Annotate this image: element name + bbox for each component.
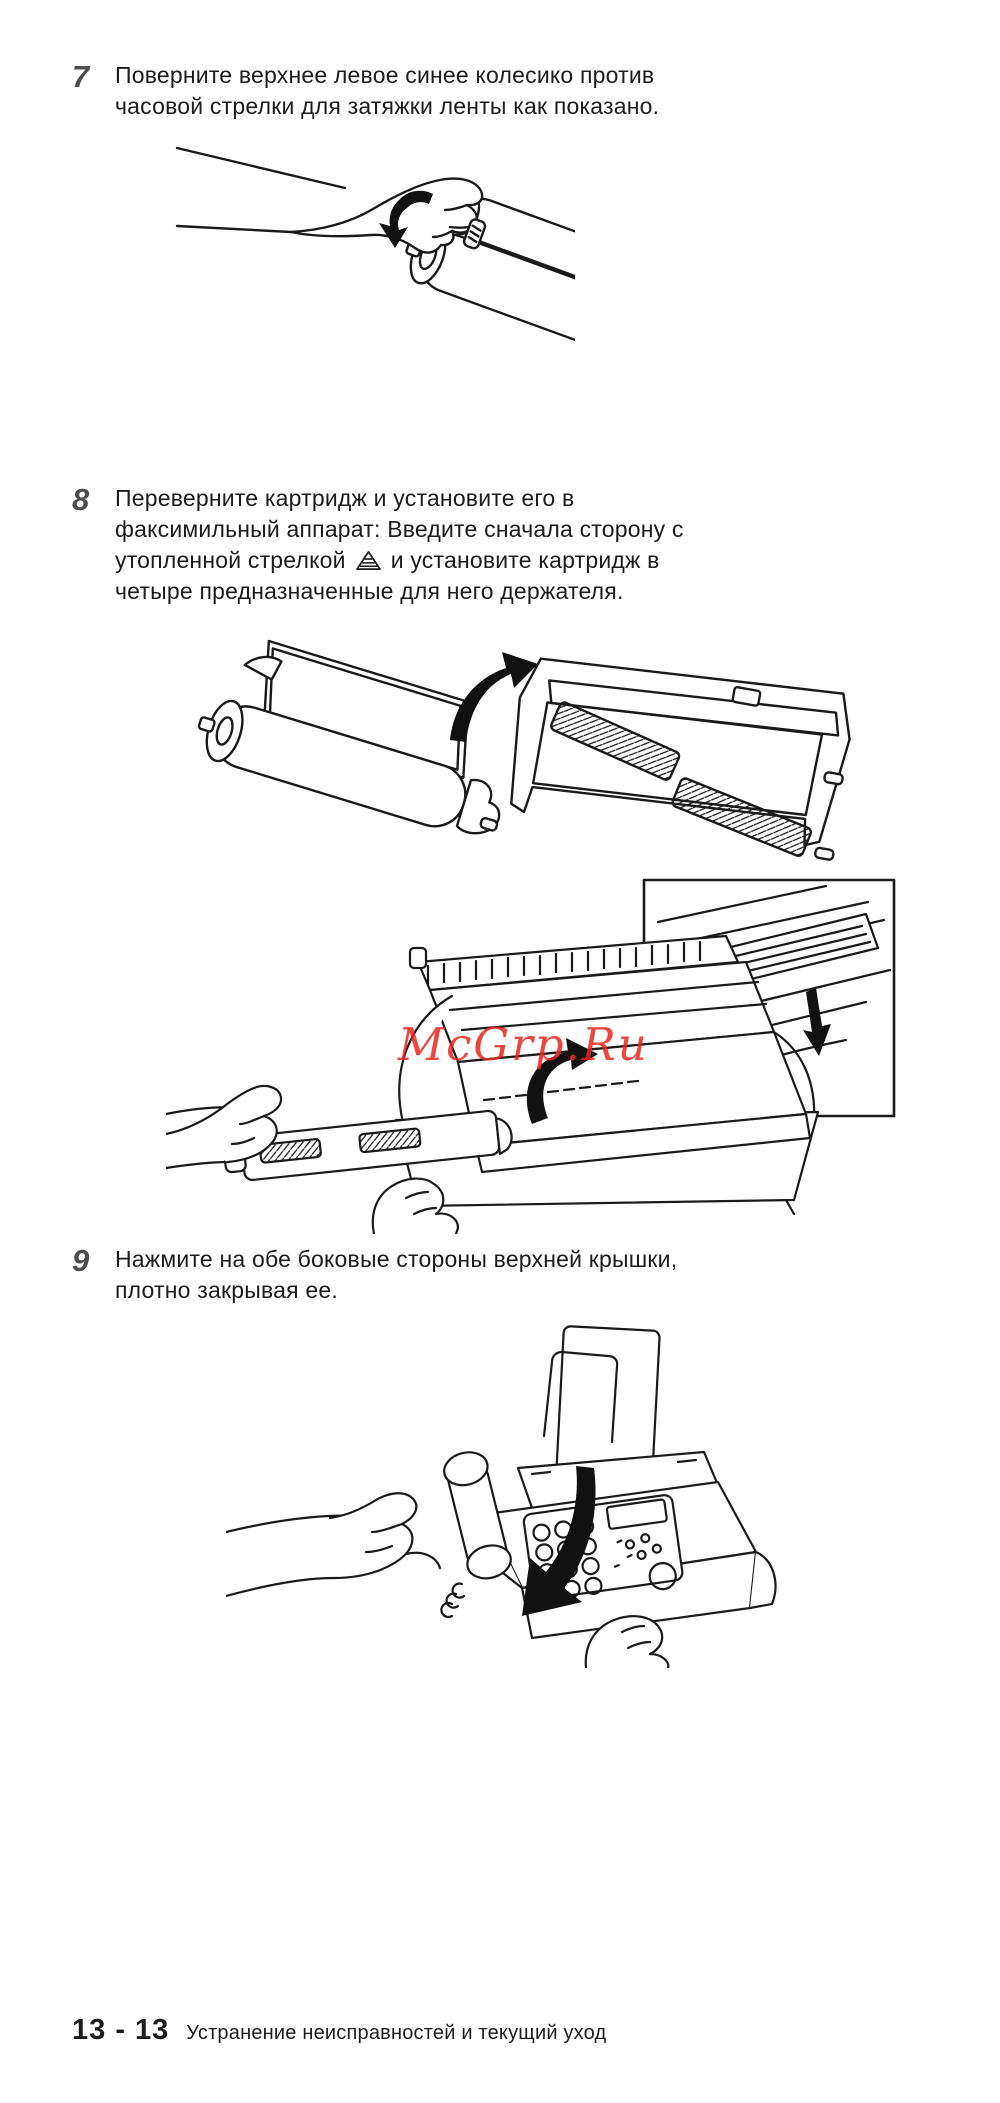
cartridge-ribbon-side xyxy=(191,629,529,845)
step-9-text xyxy=(115,1244,677,1306)
footer-section-title: Устранение неисправностей и текущий уход xyxy=(186,2022,607,2044)
step-8-line-3-before: утопленной стрелкой xyxy=(115,547,346,573)
step-8-line-3-after: и установите картридж в xyxy=(390,547,660,573)
figure-close-cover-illustration xyxy=(226,1316,792,1668)
step-7-line-2: часовой стрелки для затяжки ленты как показано. xyxy=(115,93,660,119)
step-9-line-2: плотно закрывая ее. xyxy=(115,1277,338,1303)
step-7-number: 7 xyxy=(72,59,90,94)
figure-flip-cartridge-illustration xyxy=(128,624,876,890)
recessed-arrow-icon xyxy=(355,549,382,572)
handset-cord xyxy=(441,1584,464,1617)
step-8-line-1: Переверните картридж и установите его в xyxy=(115,485,575,511)
left-hand xyxy=(226,1493,440,1596)
step-7 xyxy=(72,60,659,122)
step-8-text xyxy=(115,483,684,607)
flip-cartridge-drawing xyxy=(128,624,876,890)
turn-wheel-drawing xyxy=(175,136,575,368)
step-8 xyxy=(72,483,684,607)
watermark-text: McGrp.Ru xyxy=(398,1018,649,1071)
page-number: 13 - 13 xyxy=(72,2014,170,2046)
step-8-line-3 xyxy=(115,545,684,576)
step-9 xyxy=(72,1244,677,1306)
step-8-number: 8 xyxy=(72,482,90,517)
step-8-line-2: факсимильный аппарат: Введите сначала сторону с xyxy=(115,516,684,542)
step-9-number: 9 xyxy=(72,1243,90,1278)
page-footer xyxy=(72,2014,606,2047)
arm-lines xyxy=(177,148,345,232)
step-7-text xyxy=(115,60,659,122)
step-9-line-1: Нажмите на обе боковые стороны верхней крышки, xyxy=(115,1246,678,1272)
step-8-line-4: четыре предназначенные для него держателя. xyxy=(115,578,624,604)
cartridge-frame-side xyxy=(500,638,861,866)
step-7-line-1: Поверните верхнее левое синее колесико против xyxy=(115,62,655,88)
figure-turn-wheel-illustration xyxy=(175,136,575,368)
close-cover-drawing xyxy=(226,1316,792,1668)
figure-install-cartridge-illustration xyxy=(166,862,914,1234)
